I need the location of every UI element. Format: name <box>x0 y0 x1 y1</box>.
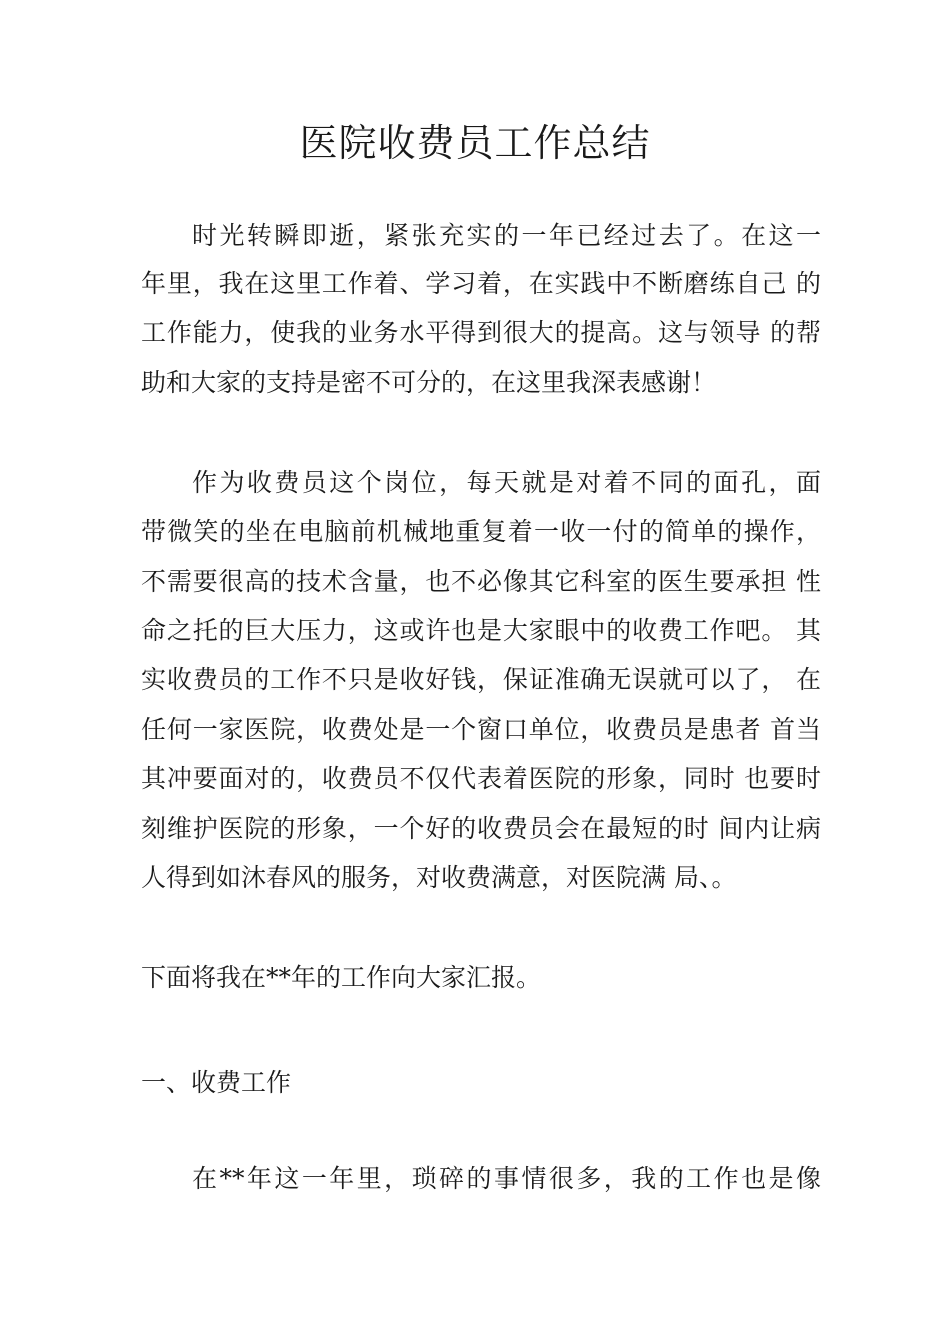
document-title: 医院收费员工作总结 <box>299 121 651 165</box>
section-1-heading: 一、收费工作 <box>141 1068 292 1097</box>
paragraph-2-line-1: 作为收费员这个岗位，每天就是对着不同的面孔，面 <box>192 468 821 497</box>
paragraph-2-line-8: 刻维护医院的形象，一个好的收费员会在最短的时 间内让病 <box>141 814 821 843</box>
paragraph-2-line-9: 人得到如沐春风的服务，对收费满意，对医院满 局、。 <box>141 863 737 892</box>
paragraph-2-line-7: 其冲要面对的，收费员不仅代表着医院的形象，同时 也要时 <box>141 764 821 793</box>
paragraph-1-line-4: 助和大家的支持是密不可分的，在这里我深表感谢！ <box>141 368 717 397</box>
paragraph-2-line-6: 任何一家医院，收费处是一个窗口单位，收费员是患者 首当 <box>141 715 821 744</box>
paragraph-2-line-5: 实收费员的工作不只是收好钱，保证准确无误就可以了， 在 <box>141 665 821 694</box>
paragraph-1-line-2: 年里，我在这里工作着、学习着，在实践中不断磨练自己 的 <box>141 269 821 298</box>
paragraph-2-line-3: 不需要很高的技术含量，也不必像其它科室的医生要承担 性 <box>141 567 821 596</box>
paragraph-3-line-1: 在**年这一年里，琐碎的事情很多，我的工作也是像 <box>192 1164 821 1193</box>
paragraph-1-line-1: 时光转瞬即逝，紧张充实的一年已经过去了。在这一 <box>192 221 821 250</box>
paragraph-1-line-3: 工作能力，使我的业务水平得到很大的提高。这与领导 的帮 <box>141 318 821 347</box>
paragraph-2-line-2: 带微笑的坐在电脑前机械地重复着一收一付的简单的操作， <box>141 517 821 546</box>
report-line: 下面将我在**年的工作向大家汇报。 <box>141 963 542 992</box>
paragraph-2-line-4: 命之托的巨大压力，这或许也是大家眼中的收费工作吧。 其 <box>141 616 821 645</box>
